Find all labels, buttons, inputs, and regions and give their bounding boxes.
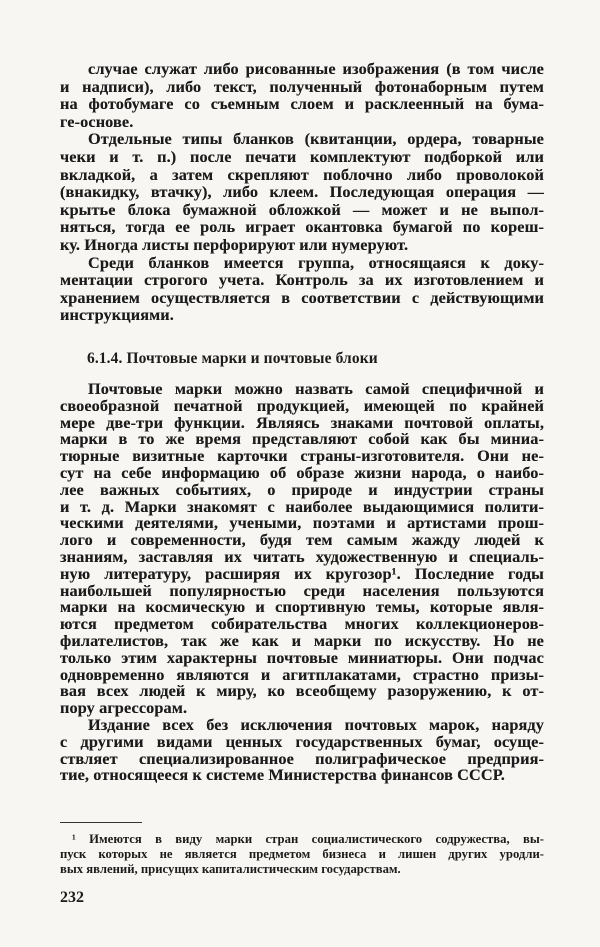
text-line: марки в то же время представляют собой как бы миниа- — [60, 429, 544, 449]
text-line: на фотобумаге со съемным слоем и расклеенный на бума- — [60, 94, 544, 114]
paragraph — [60, 381, 544, 717]
footnote-line: пуск которых не является предметом бизнеса и лишен других уродли- — [60, 847, 544, 861]
text-line: ную литературу, расширяя их кругозор¹. Последние годы — [60, 563, 544, 583]
text-line: тие, относящееся к системе Министерства финансов СССР. — [60, 765, 505, 785]
text-line: вая всех людей к миру, ко всеобщему разоружению, к от- — [60, 681, 544, 701]
footnote-line: ¹ Имеются в виду марки стран социалистического содружества, вы- — [72, 832, 544, 846]
text-line: вкладкой, а затем скрепляют поблочно либо проволокой — [60, 164, 544, 184]
paragraph — [60, 130, 544, 253]
text-line: ку. Иногда листы перфорируют или нумеруют. — [60, 234, 409, 254]
text-line: одновременно являются и агитплакатами, страстно призы- — [60, 664, 544, 684]
text-line: случае служат либо рисованные изображения (в том числе — [88, 59, 544, 78]
page-number: 232 — [60, 889, 84, 906]
top-text — [60, 60, 544, 324]
text-line: хранением осуществляется в соответствии с действующими — [60, 287, 544, 307]
text-line: ге-основе. — [60, 111, 134, 131]
text-line: своеобразной печатной продукцией, имеющей по крайней — [60, 395, 544, 415]
text-line: знаниям, заставляя их читать художественную и специаль- — [60, 546, 544, 566]
footnote-line: вых явлений, присущих капиталистическим государствам. — [60, 862, 401, 876]
text-line: (внакидку, втачку), либо клеем. Последующая операция — — [60, 182, 544, 202]
text-line: няться, тогда ее роль играет окантовка бумагой по кореш- — [60, 217, 544, 237]
section-heading: 6.1.4. Почтовые марки и почтовые блоки — [87, 350, 378, 367]
text-line: пору агрессорам. — [60, 698, 188, 718]
footnote-divider — [60, 822, 142, 823]
text-line: наибольшей популярностью среди населения пользуются — [60, 580, 544, 600]
paragraph — [60, 254, 544, 324]
text-line: чеки и т. п.) после печати комплектуют подборкой или — [60, 146, 544, 166]
text-line: и т. д. Марки знакомят с наиболее выдающимися полити- — [60, 496, 544, 516]
text-line: ментации строгого учета. Контроль за их изготовлением и — [60, 270, 544, 290]
text-line: крытье блока бумажной обложкой — может и не выпол- — [60, 199, 544, 219]
text-line: с другими видами ценных государственных бумаг, осуще- — [60, 731, 544, 751]
paragraph — [60, 60, 544, 130]
text-line: ются предметом собирательства многих коллекционеров- — [60, 614, 544, 634]
text-line: и надписи), либо текст, полученный фотонаборным путем — [60, 76, 544, 96]
text-line: Среди бланков имеется группа, относящаяся к доку- — [88, 252, 544, 272]
text-line: только этим характерны почтовые миниатюры. Они подчас — [60, 647, 544, 667]
text-line: филателистов, так же как и марки по искусству. Но не — [60, 630, 544, 650]
footnote — [60, 832, 544, 877]
text-line: Отдельные типы бланков (квитанции, ордера, товарные — [88, 129, 544, 149]
paragraph — [60, 714, 544, 785]
text-line: Издание всех без исключения почтовых марок, наряду — [88, 714, 544, 734]
text-line: лого и современности, будя тем самым жажду людей к — [60, 530, 544, 550]
text-line: лее важных событиях, о природе и индустрии страны — [60, 479, 544, 499]
text-line: ствляет специализированное полиграфическое предприя- — [60, 748, 544, 768]
text-line: марки на космическую и спортивную темы, которые явля- — [60, 597, 544, 617]
text-line: инструкциями. — [60, 305, 174, 325]
text-line: мере две-три функции. Являясь знаками почтовой оплаты, — [60, 412, 544, 432]
text-line: тюрные визитные карточки страны-изготовителя. Они не- — [60, 446, 544, 466]
section-body — [60, 381, 544, 784]
text-line: ческими деятелями, учеными, поэтами и артистами прош- — [60, 513, 544, 533]
text-line: сут на себе информацию об образе жизни народа, о наибо- — [60, 462, 544, 482]
text-line: Почтовые марки можно назвать самой специфичной и — [88, 379, 544, 398]
